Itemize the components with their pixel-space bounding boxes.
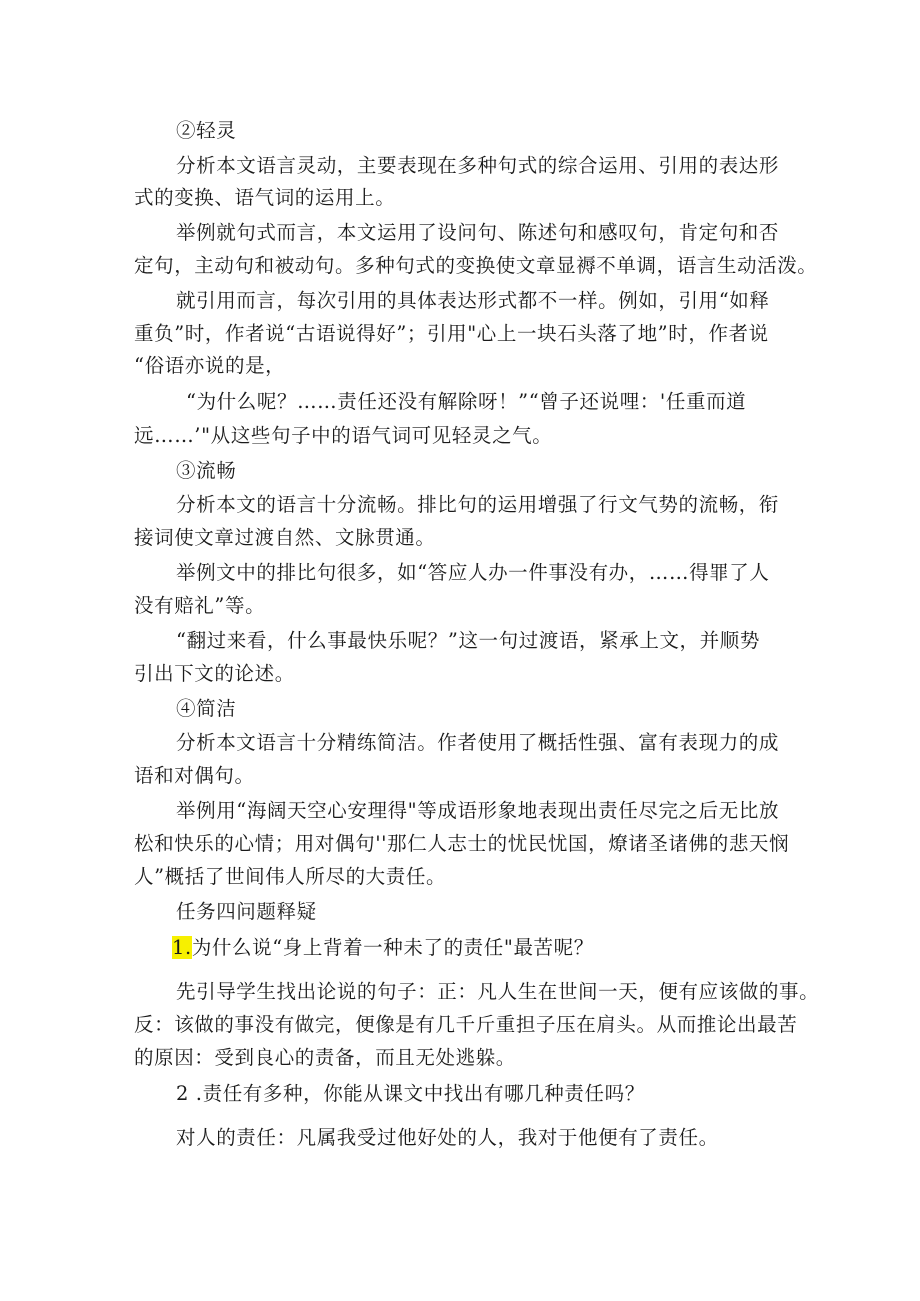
paragraph-line: 人”概括了世间伟人所尽的大责任。 bbox=[134, 865, 447, 888]
question-one-text: 为什么说“身上背着一种未了的责任"最苦呢？ bbox=[191, 936, 594, 959]
task-four-heading: 任务四问题释疑 bbox=[176, 900, 317, 923]
paragraph-line: 语和对偶句。 bbox=[134, 764, 255, 787]
paragraph-line: 远……’"从这些句子中的语气词可见轻灵之气。 bbox=[134, 424, 553, 447]
paragraph-line: 引出下文的论述。 bbox=[134, 662, 295, 685]
question-two: 2 .责任有多种，你能从课文中找出有哪几种责任吗？ bbox=[176, 1082, 645, 1105]
section-title-jianjie: ④简洁 bbox=[176, 697, 237, 720]
paragraph-line: “俗语亦说的是， bbox=[134, 354, 286, 377]
paragraph-line: 举例就句式而言，本文运用了设问句、陈述句和感叹句，肯定句和否 bbox=[176, 221, 780, 244]
paragraph-line: 分析本文语言灵动，主要表现在多种句式的综合运用、引用的表达形 bbox=[176, 154, 780, 177]
question-number-highlight: 1. bbox=[172, 936, 192, 959]
paragraph-line: 没有赔礼”等。 bbox=[134, 594, 266, 617]
paragraph-line: 先引导学生找出论说的句子：正：凡人生在世间一天，便有应该做的事。 bbox=[176, 980, 820, 1003]
paragraph-line: 接词使文章过渡自然、文脉贯通。 bbox=[134, 526, 436, 549]
paragraph-line: “翻过来看，什么事最快乐呢？”这一句过渡语，紧承上文，并顺势 bbox=[176, 629, 760, 652]
paragraph-line: 举例用“海阔天空心安理得"等成语形象地表现出责任尽完之后无比放 bbox=[176, 799, 780, 822]
paragraph-line: 重负”时，作者说“古语说得好”；引用"心上一块石头落了地”时，作者说 bbox=[134, 322, 769, 345]
paragraph-line: 对人的责任：凡属我受过他好处的人，我对于他便有了责任。 bbox=[176, 1126, 719, 1149]
question-one bbox=[172, 935, 594, 961]
paragraph-line: 的原因：受到良心的责备，而且无处逃躲。 bbox=[134, 1046, 516, 1069]
section-title-qingling: ②轻灵 bbox=[176, 119, 237, 142]
paragraph-line: 举例文中的排比句很多，如“答应人办一件事没有办，……得罪了人 bbox=[176, 561, 770, 584]
section-title-liuchang: ③流畅 bbox=[176, 459, 237, 482]
paragraph-line: “为什么呢？……责任还没有解除呀！”“曾子还说哩：'任重而道 bbox=[186, 390, 747, 413]
paragraph-line: 反：该做的事没有做完，便像是有几千斤重担子压在肩头。从而推论出最苦 bbox=[134, 1013, 798, 1036]
paragraph-line: 松和快乐的心情；用对偶句''那仁人志士的忧民忧国，燎诸圣诸佛的悲天悯 bbox=[134, 832, 790, 855]
paragraph-line: 分析本文语言十分精练简洁。作者使用了概括性强、富有表现力的成 bbox=[176, 731, 780, 754]
paragraph-line: 就引用而言，每次引用的具体表达形式都不一样。例如，引用“如释 bbox=[176, 289, 770, 312]
paragraph-line: 定句，主动句和被动句。多种句式的变换使文章显褥不单调，语言生动活泼。 bbox=[134, 254, 818, 277]
paragraph-line: 分析本文的语言十分流畅。排比句的运用增强了行文气势的流畅，衔 bbox=[176, 493, 780, 516]
paragraph-line: 式的变换、语气词的运用上。 bbox=[134, 186, 396, 209]
